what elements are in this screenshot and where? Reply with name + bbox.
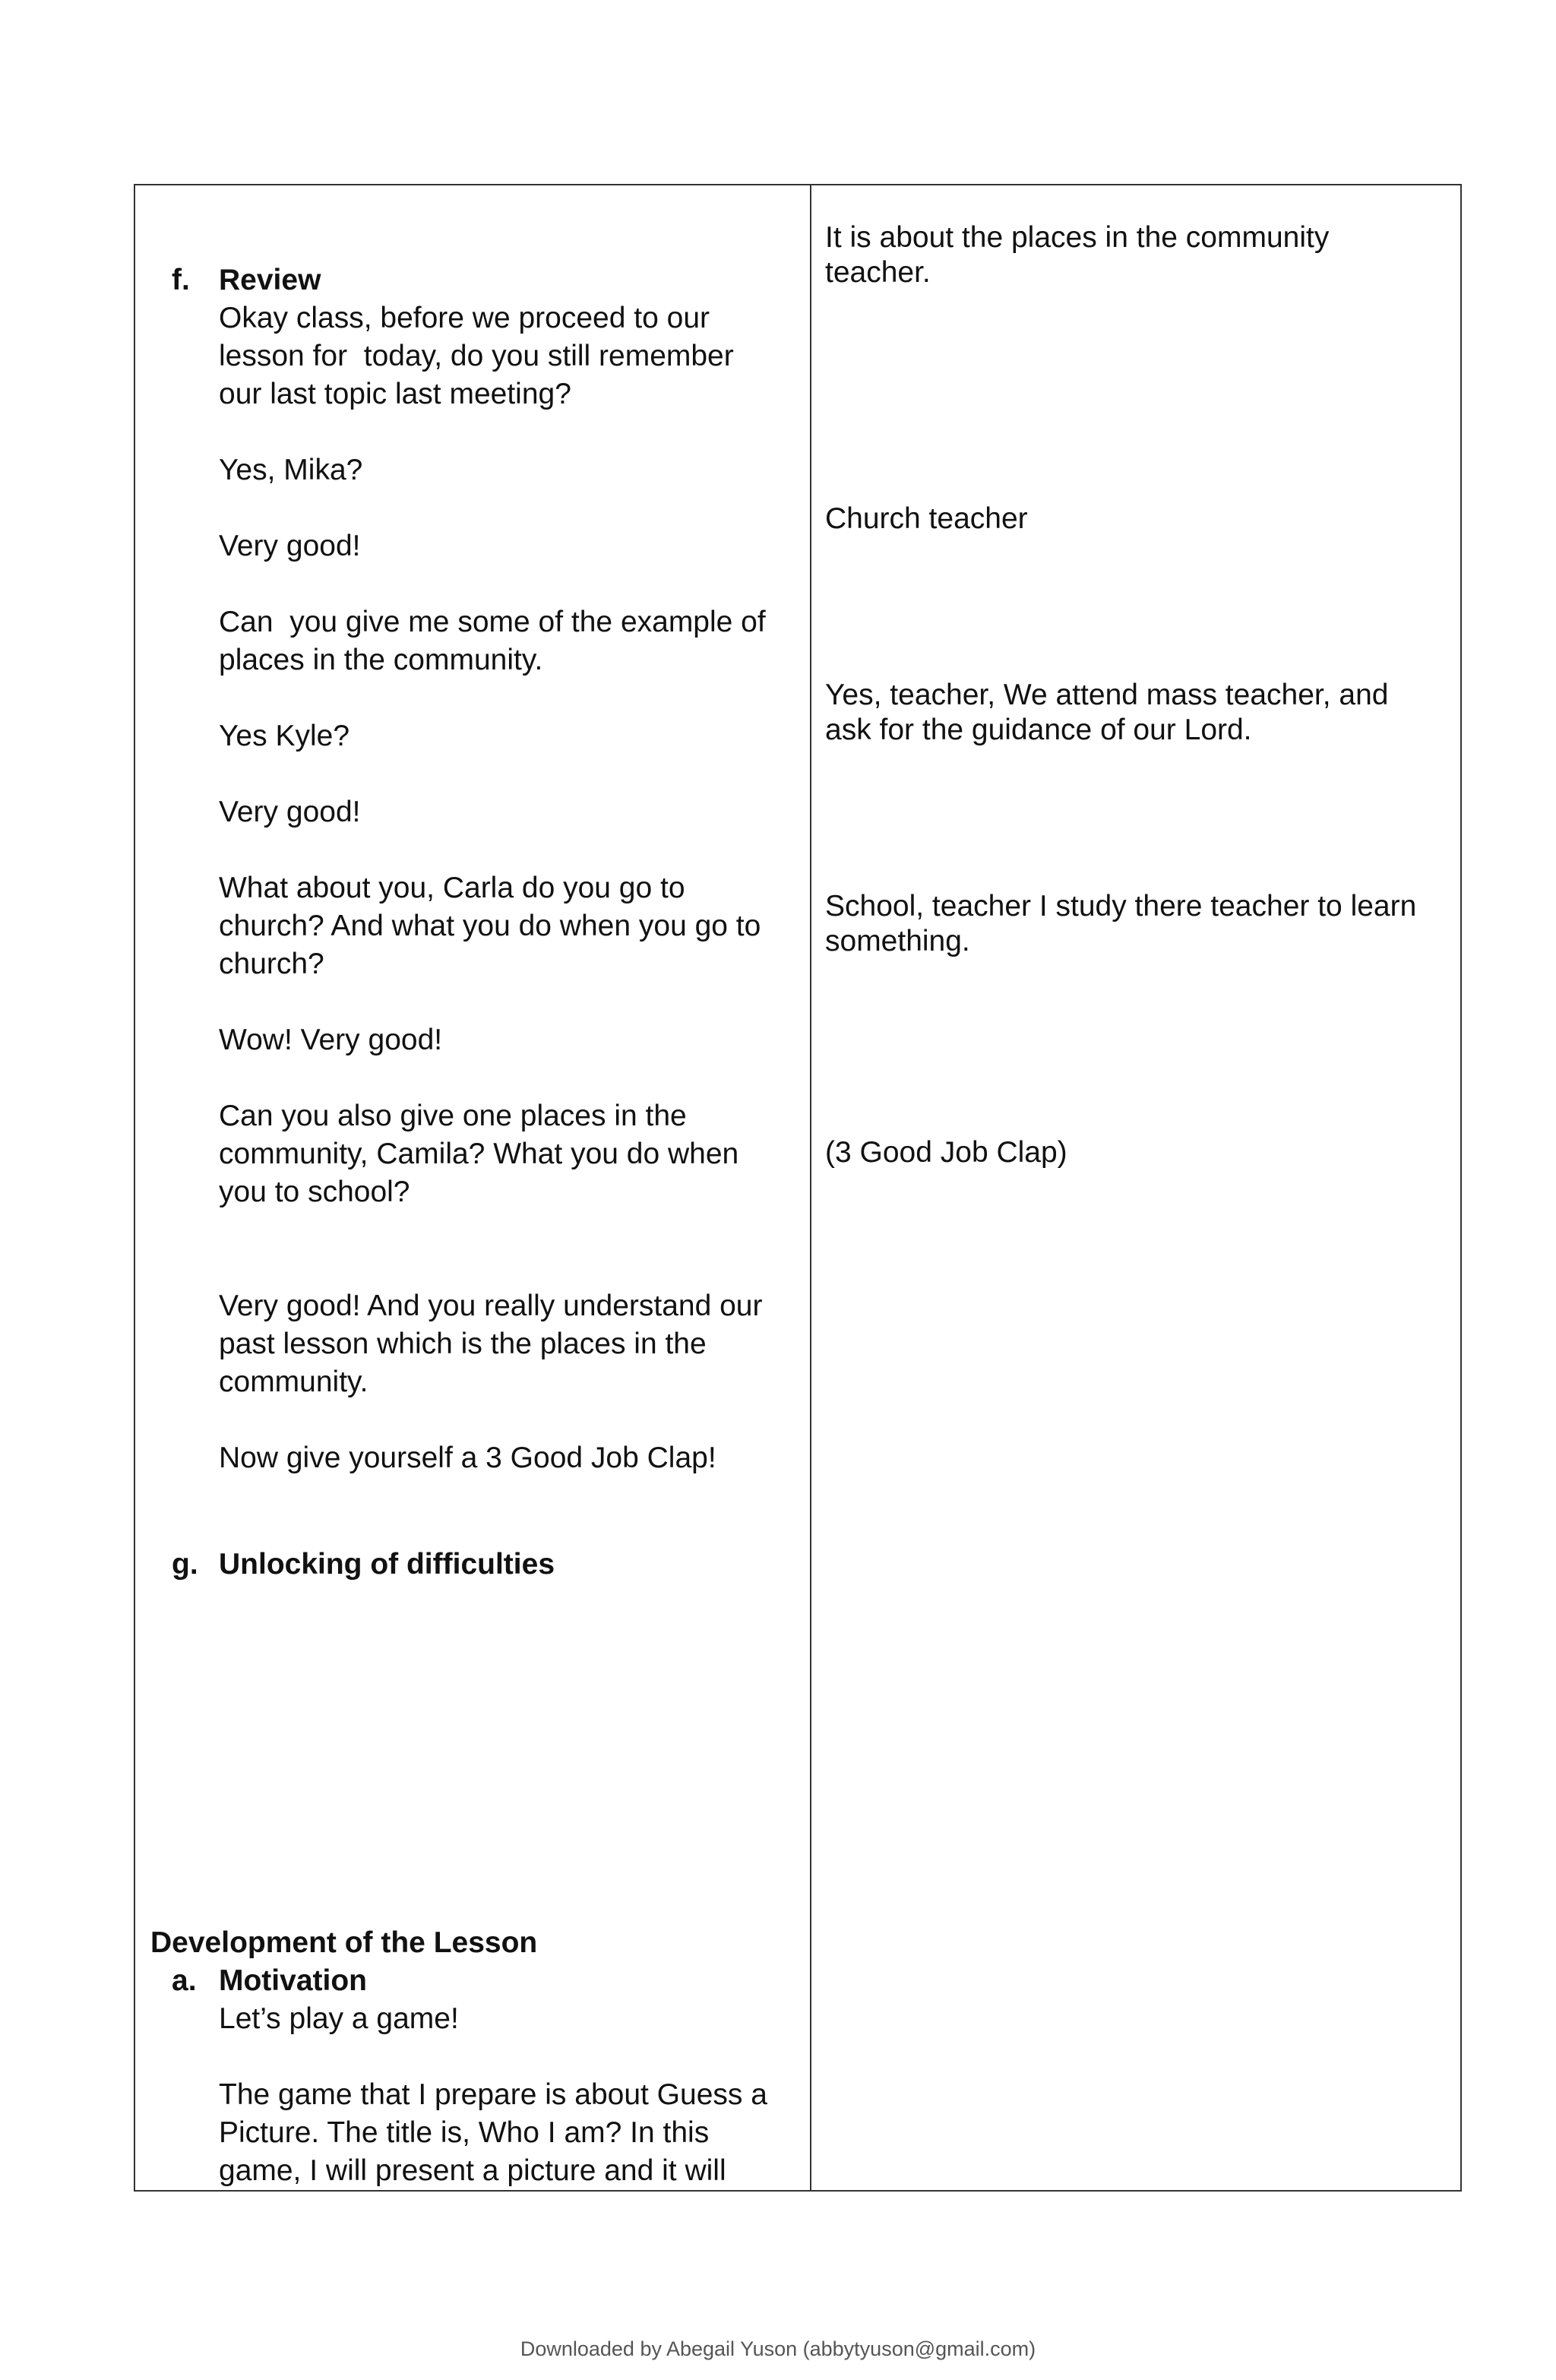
- unlocking-marker: g.: [172, 1548, 198, 1581]
- text-line: Picture. The title is, Who I am? In this: [219, 2116, 710, 2149]
- text-line: game, I will present a picture and it will: [219, 2154, 726, 2187]
- text-line: you to school?: [219, 1176, 410, 1208]
- unlocking-heading: Unlocking of difficulties: [219, 1548, 555, 1581]
- text-line: Wow! Very good!: [219, 1024, 443, 1056]
- response-line: Church teacher: [825, 502, 1028, 535]
- text-line: community, Camila? What you do when: [219, 1138, 739, 1170]
- text-line: Very good! And you really understand our: [219, 1290, 763, 1322]
- response-line: ask for the guidance of our Lord.: [825, 714, 1252, 746]
- review-heading: Review: [219, 264, 321, 296]
- teacher-activity-column: [135, 185, 810, 2190]
- text-line: What about you, Carla do you go to: [219, 872, 685, 904]
- text-line: lesson for today, do you still remember: [219, 340, 734, 372]
- download-footer: Downloaded by Abegail Yuson (abbytyuson@gmail.com): [520, 2337, 1036, 2360]
- lesson-plan-table: [134, 184, 1462, 2192]
- response-line: teacher.: [825, 256, 931, 289]
- text-line: past lesson which is the places in the: [219, 1328, 707, 1360]
- text-line: Now give yourself a 3 Good Job Clap!: [219, 1442, 716, 1474]
- text-line: church?: [219, 948, 324, 980]
- text-line: places in the community.: [219, 644, 543, 676]
- text-line: Can you also give one places in the: [219, 1100, 687, 1132]
- response-line: It is about the places in the community: [825, 221, 1330, 254]
- review-marker: f.: [172, 264, 190, 296]
- text-line: The game that I prepare is about Guess a: [219, 2078, 767, 2111]
- response-line: something.: [825, 925, 970, 957]
- motivation-heading: Motivation: [219, 1964, 367, 1997]
- development-heading: Development of the Lesson: [150, 1926, 538, 1959]
- text-line: Very good!: [219, 530, 361, 562]
- text-line: Let’s play a game!: [219, 2002, 459, 2035]
- motivation-marker: a.: [172, 1964, 197, 1997]
- text-line: Yes Kyle?: [219, 720, 350, 752]
- text-line: our last topic last meeting?: [219, 378, 571, 410]
- text-line: Yes, Mika?: [219, 454, 363, 486]
- response-line: (3 Good Job Clap): [825, 1136, 1067, 1169]
- text-line: Okay class, before we proceed to our: [219, 302, 710, 334]
- response-line: Yes, teacher, We attend mass teacher, and: [825, 679, 1389, 711]
- text-line: Very good!: [219, 796, 361, 828]
- text-line: church? And what you do when you go to: [219, 910, 761, 942]
- response-line: School, teacher I study there teacher to learn: [825, 890, 1417, 923]
- student-response-column: [811, 185, 1460, 2190]
- text-line: Can you give me some of the example of: [219, 606, 766, 638]
- text-line: community.: [219, 1366, 368, 1398]
